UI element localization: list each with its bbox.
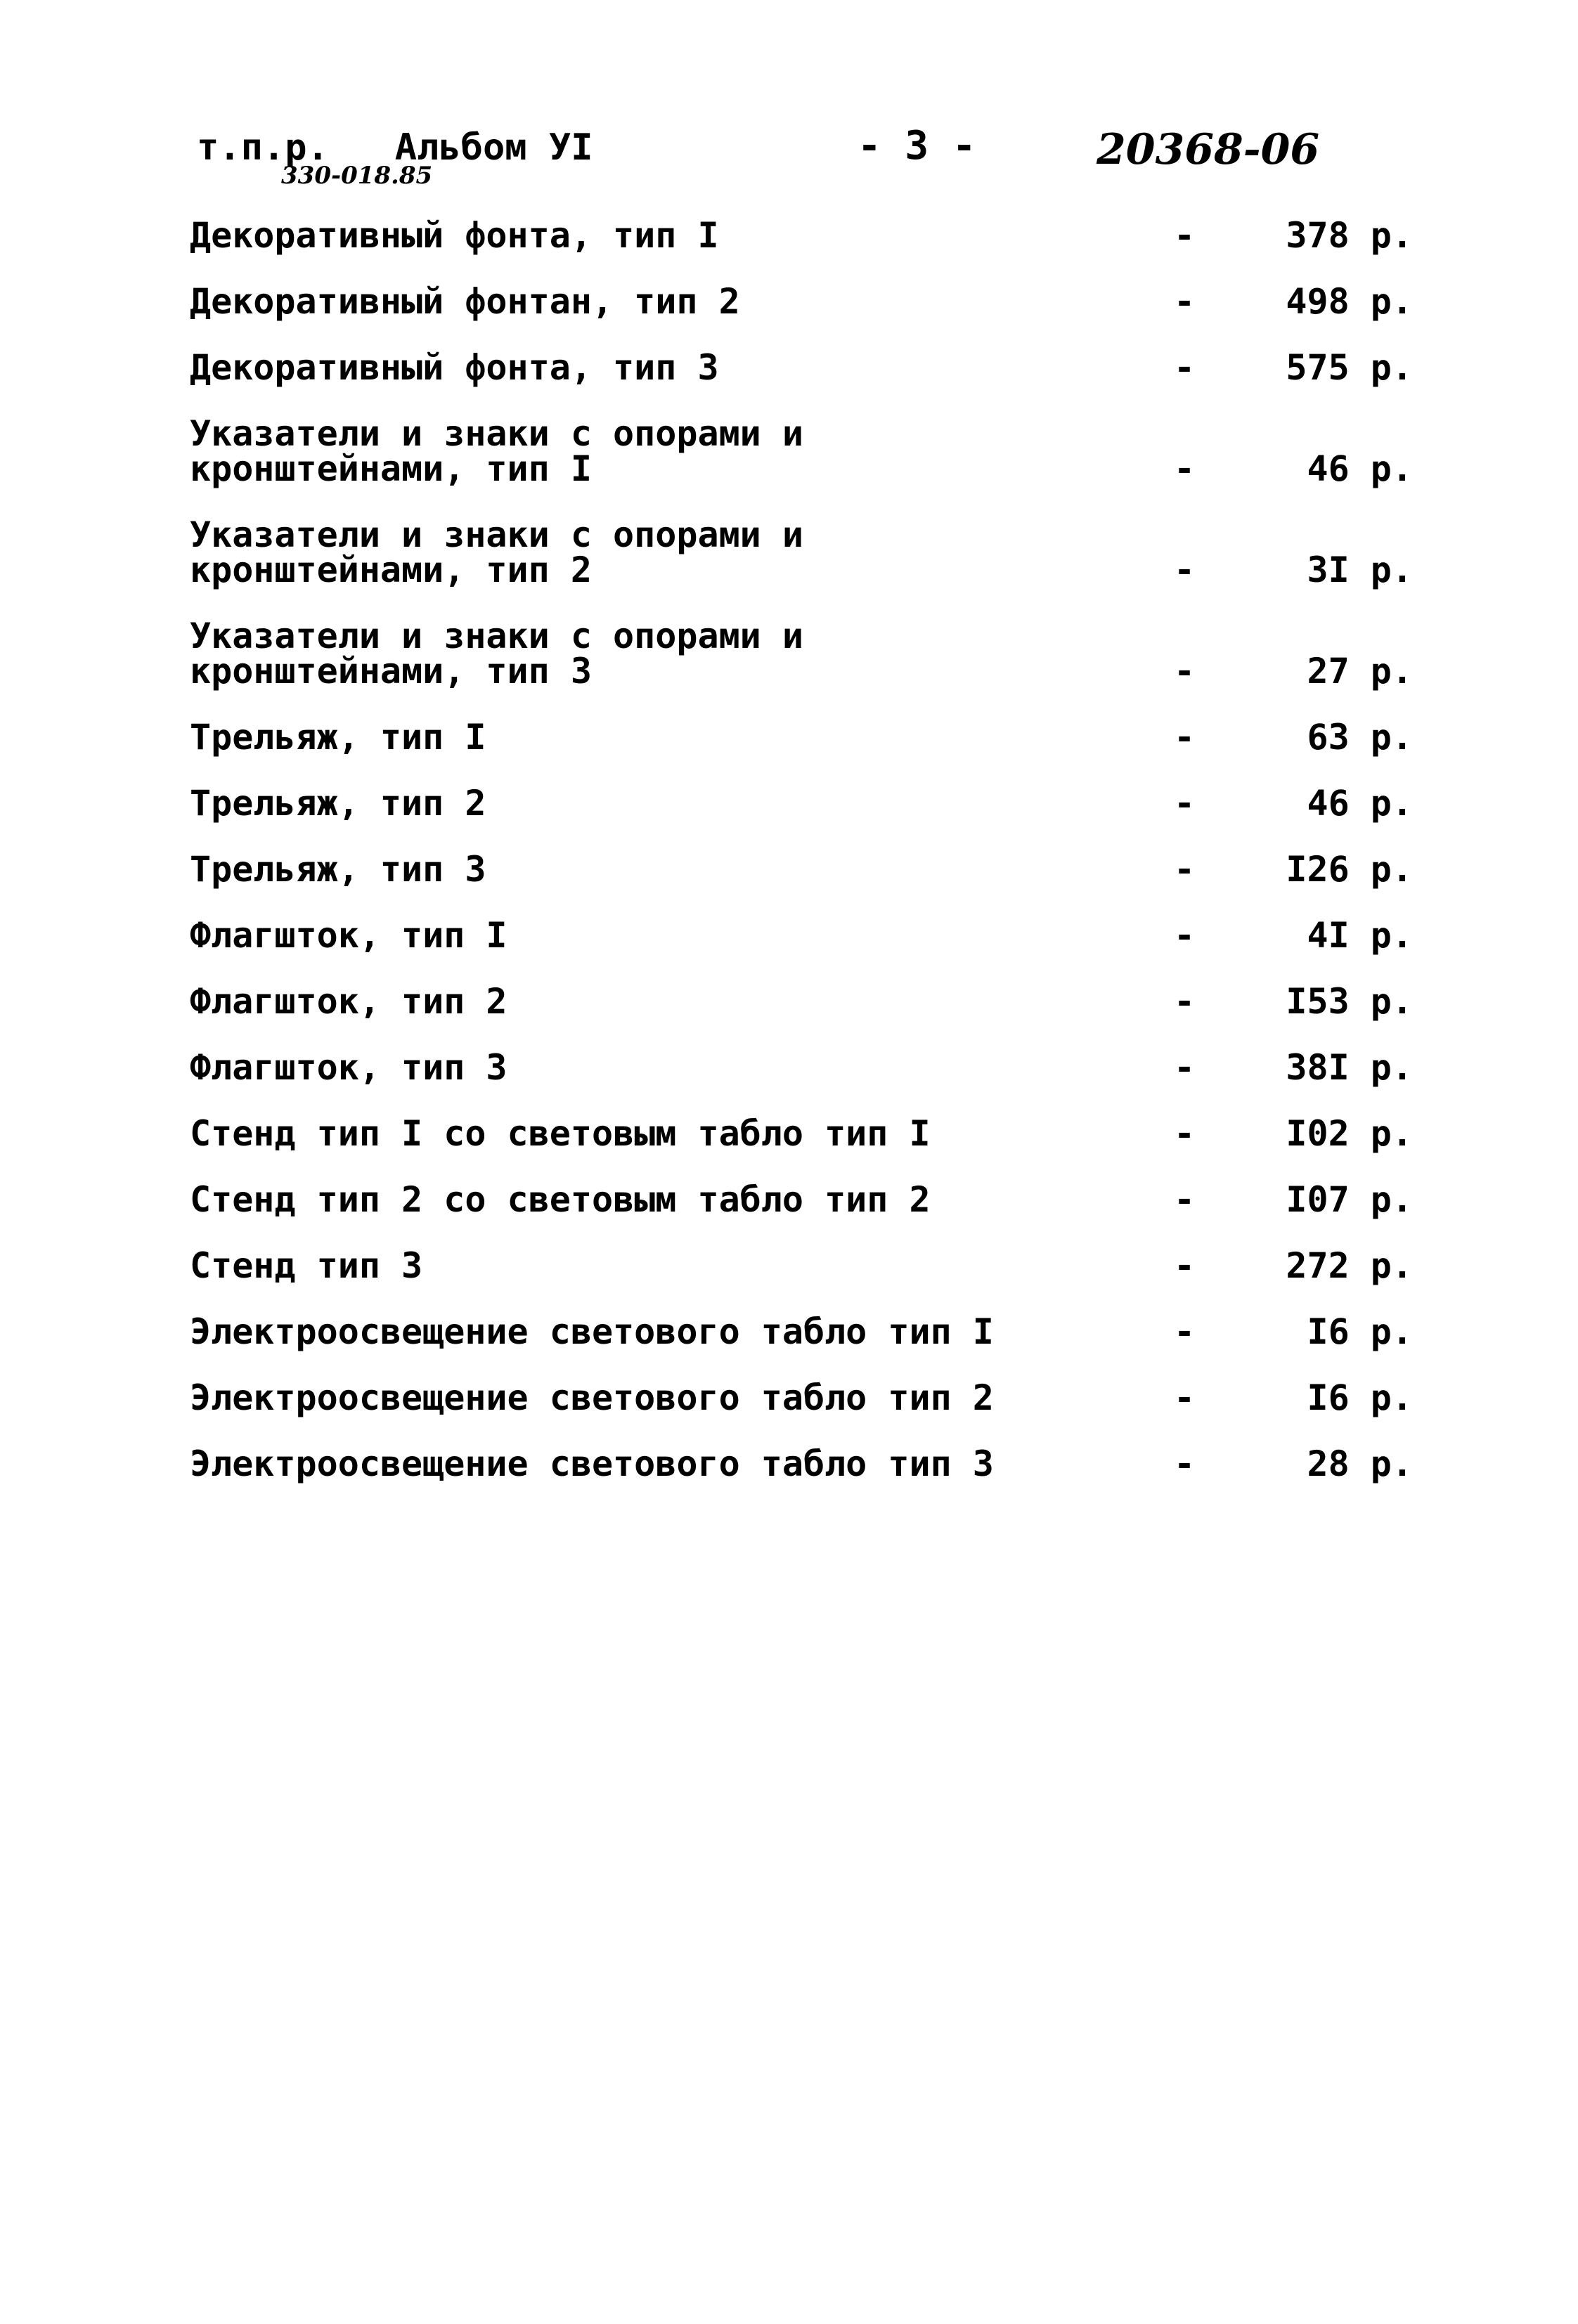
list-item: [190, 347, 1413, 388]
list-item: [190, 1245, 1413, 1286]
list-item: [190, 1443, 1413, 1484]
item-label: Декоративный фонтан, тип 2: [190, 281, 740, 322]
item-label: Трельяж, тип 2: [190, 783, 486, 824]
item-price: I6 р.: [1307, 1377, 1413, 1418]
item-label: Трельяж, тип I: [190, 717, 486, 758]
list-item: [190, 413, 1413, 489]
item-dash: -: [1174, 915, 1196, 956]
item-price: 3I р.: [1307, 550, 1413, 590]
list-item: [190, 981, 1413, 1022]
list-item: [190, 1311, 1413, 1352]
series-label: т.п.р.: [197, 126, 329, 169]
item-label: Стенд тип I со световым табло тип I: [190, 1113, 931, 1154]
item-price: 28 р.: [1307, 1443, 1413, 1484]
list-item: [190, 1047, 1413, 1088]
item-price: I02 р.: [1286, 1113, 1413, 1154]
item-label: Трельяж, тип 3: [190, 849, 486, 890]
item-label: Флагшток, тип I: [190, 915, 507, 956]
item-dash: -: [1174, 448, 1196, 489]
list-item: [190, 1113, 1413, 1154]
item-dash: -: [1174, 347, 1196, 388]
list-item: [190, 616, 1413, 692]
list-item: [190, 514, 1413, 590]
page-number: - 3 -: [858, 123, 976, 169]
item-dash: -: [1174, 783, 1196, 824]
item-label: Указатели и знаки с опорами и кронштейнами, тип I: [190, 413, 803, 489]
item-price: 46 р.: [1307, 783, 1413, 824]
item-price: 4I р.: [1307, 915, 1413, 956]
album-label: Альбом УI: [394, 126, 593, 169]
item-dash: -: [1174, 1245, 1196, 1286]
item-price: I07 р.: [1286, 1179, 1413, 1220]
item-price: 63 р.: [1307, 717, 1413, 758]
list-item: [190, 281, 1413, 322]
item-label: Указатели и знаки с опорами и кронштейнами, тип 3: [190, 616, 803, 692]
item-label: Флагшток, тип 3: [190, 1047, 507, 1088]
item-label: Указатели и знаки с опорами и кронштейнами, тип 2: [190, 514, 803, 590]
item-price: I53 р.: [1286, 981, 1413, 1022]
list-item: [190, 849, 1413, 890]
item-price: 46 р.: [1307, 448, 1413, 489]
item-dash: -: [1174, 651, 1196, 692]
document-code: 20368-06: [1097, 125, 1320, 174]
item-dash: -: [1174, 1179, 1196, 1220]
price-list: [190, 215, 1413, 1512]
list-item: [190, 1377, 1413, 1418]
item-dash: -: [1174, 281, 1196, 322]
item-dash: -: [1174, 981, 1196, 1022]
item-dash: -: [1174, 717, 1196, 758]
item-label: Стенд тип 2 со световым табло тип 2: [190, 1179, 931, 1220]
item-dash: -: [1174, 1377, 1196, 1418]
item-dash: -: [1174, 215, 1196, 256]
item-price: 378 р.: [1286, 215, 1413, 256]
item-label: Декоративный фонта, тип 3: [190, 347, 719, 388]
list-item: [190, 1179, 1413, 1220]
item-price: 272 р.: [1286, 1245, 1413, 1286]
list-item: [190, 915, 1413, 956]
item-price: I26 р.: [1286, 849, 1413, 890]
item-price: 575 р.: [1286, 347, 1413, 388]
list-item: [190, 215, 1413, 256]
item-dash: -: [1174, 1047, 1196, 1088]
item-label: Стенд тип 3: [190, 1245, 423, 1286]
item-dash: -: [1174, 1311, 1196, 1352]
item-label: Электроосвещение светового табло тип 3: [190, 1443, 994, 1484]
item-dash: -: [1174, 550, 1196, 590]
item-label: Флагшток, тип 2: [190, 981, 507, 1022]
item-dash: -: [1174, 1113, 1196, 1154]
item-price: 27 р.: [1307, 651, 1413, 692]
item-price: 38I р.: [1286, 1047, 1413, 1088]
list-item: [190, 717, 1413, 758]
list-item: [190, 783, 1413, 824]
item-price: I6 р.: [1307, 1311, 1413, 1352]
item-label: Электроосвещение светового табло тип 2: [190, 1377, 994, 1418]
series-code: 330-018.85: [281, 162, 433, 190]
item-label: Декоративный фонта, тип I: [190, 215, 719, 256]
item-price: 498 р.: [1286, 281, 1413, 322]
item-label: Электроосвещение светового табло тип I: [190, 1311, 994, 1352]
item-dash: -: [1174, 1443, 1196, 1484]
item-dash: -: [1174, 849, 1196, 890]
